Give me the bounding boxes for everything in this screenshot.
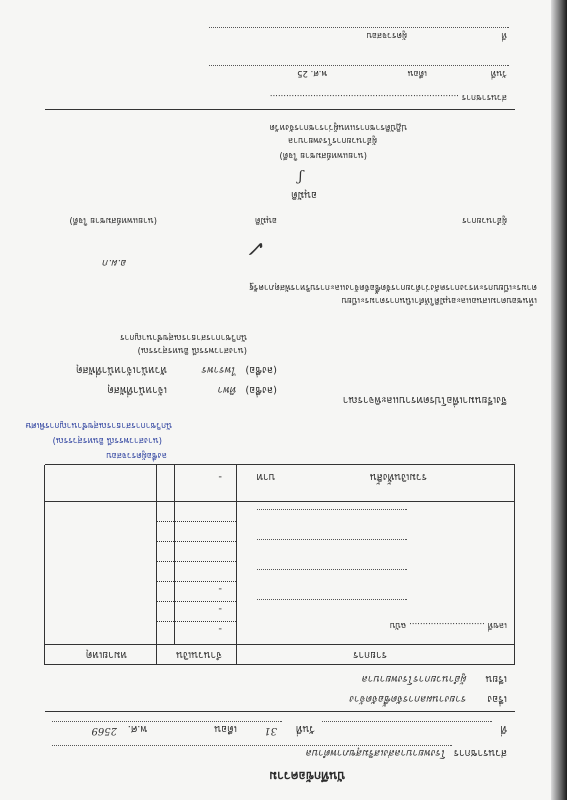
approval-detail: ตามระเบียบกระทรวงการคลังว่าด้วยการจัดซื้อจัดจ้างและการบริหารพัสดุภาครัฐ xyxy=(249,282,537,292)
stamp-line2: (นางสาวพรรณี อินทรสุวรรณ) xyxy=(52,435,162,445)
footer-divider xyxy=(45,109,515,110)
head-role: หัวหน้าเจ้าหน้าที่พัสดุ xyxy=(76,364,167,375)
header-divider xyxy=(45,711,515,712)
footer-doc-label: ผู้ตรวจสอบ xyxy=(366,30,407,40)
officer-label: ผู้อำนวยการ xyxy=(462,215,507,225)
footer-year-prefix: พ.ศ. 25 xyxy=(297,68,327,78)
list-item: เลขที่ ............................ ฉบับ xyxy=(389,620,507,630)
subject-label: เรื่อง xyxy=(487,693,507,704)
agency-line xyxy=(52,745,452,746)
total-unit: บาท xyxy=(256,471,275,482)
footer-text: ส่วนราชการ ...................................................................... xyxy=(269,92,507,102)
year-value: 2569 xyxy=(91,725,117,736)
approval-mark: อนุมัติ xyxy=(291,189,317,200)
director-role: ปฏิบัติราชการแทนผู้ว่าราชการจังหวัด xyxy=(269,122,407,132)
document-title: บันทึกข้อความ xyxy=(269,769,345,783)
ref-label: ที่ xyxy=(500,723,507,734)
table-header-amount: จำนวนเงิน xyxy=(176,649,222,660)
head-signature: ไพราพร xyxy=(202,364,237,375)
scan-edge-right xyxy=(551,0,567,800)
total-value: - xyxy=(218,471,222,482)
agency-label: ส่วนราชการ xyxy=(453,747,507,758)
stamp-line3: นักวิชาการสาธารณสุขชำนาญการพิเศษ xyxy=(25,420,172,430)
approved-label: อนุมัติ xyxy=(254,215,277,225)
footer-month-label: เดือน xyxy=(407,68,427,78)
salutation-label: เรียน xyxy=(485,673,507,684)
table-header-item: รายการ xyxy=(353,649,387,660)
approval-text: เห็นชอบตามเสนอและอนุมัติให้ดำเนินการตามระเบียบ xyxy=(341,295,537,305)
footer-date-label: วันที่ xyxy=(490,68,507,78)
director-position: ผู้อำนวยการโรงพยาบาล xyxy=(288,135,377,145)
position-title: นักวิชาการสาธารณสุขชำนาญการ xyxy=(120,332,247,342)
month-label: เดือน xyxy=(214,723,237,734)
table-header-note: หมายเหตุ xyxy=(85,649,127,660)
table-row: - xyxy=(218,603,222,614)
reporter-label: (ลงชื่อ) xyxy=(245,384,277,395)
officer-name: (นายแพทย์สมชาย ใจดี) xyxy=(69,215,157,225)
date-day: 31 xyxy=(264,725,277,736)
stamp-line1: ลงชื่อผู้ตรวจสอบ xyxy=(106,450,167,460)
head-label: (ลงชื่อ) xyxy=(245,364,277,375)
reporter-signature: ทิพา xyxy=(218,384,237,395)
date-label: วันที่ xyxy=(295,723,315,734)
officer-signature: อ.ผ.ก xyxy=(102,257,127,268)
table-row: - xyxy=(218,583,222,594)
ref-line xyxy=(322,721,492,722)
subject-value: รายงานผลการจัดซื้อจัดจ้าง xyxy=(349,693,467,704)
salutation-value: ผู้อำนวยการโรงพยาบาล xyxy=(362,673,467,684)
total-label: รวมเงินทั้งสิ้น xyxy=(369,471,427,482)
printed-name: (นางสาวพรรณี อินทรสุวรรณ) xyxy=(137,345,247,355)
footer-reference-label: ที่ xyxy=(501,30,507,40)
approver-signature: ✓ xyxy=(248,235,267,260)
director-line: (นายแพทย์สมชาย ใจดี) xyxy=(279,150,367,160)
year-prefix: พ.ศ. xyxy=(127,723,147,734)
date-line xyxy=(52,721,282,722)
closing-text: จึงเรียนมาเพื่อโปรดทราบและพิจารณา xyxy=(342,394,507,405)
reporter-role: เจ้าหน้าที่พัสดุ xyxy=(107,384,167,395)
agency-value: โรงพยาบาลส่งเสริมสุขภาพตำบล xyxy=(306,747,447,758)
approval-signature: ʃ xyxy=(298,169,302,185)
table-row: - xyxy=(218,623,222,634)
